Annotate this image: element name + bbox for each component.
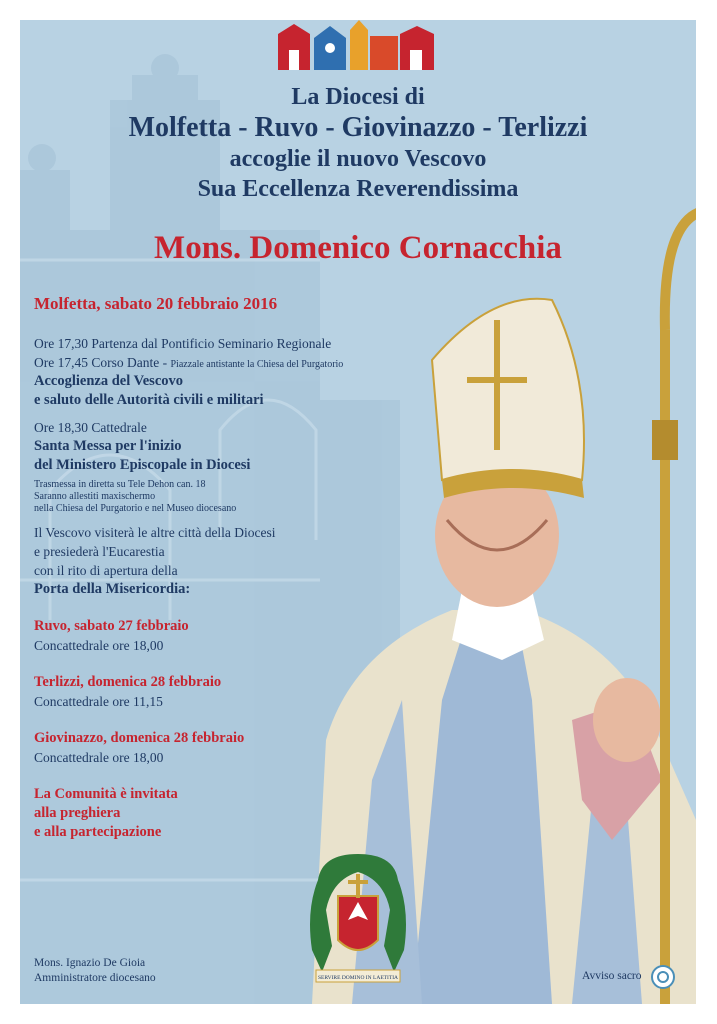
invite-line-3: e alla partecipazione <box>34 824 162 840</box>
avviso-sacro-icon <box>650 964 676 990</box>
coat-motto: SERVIRE DOMINO IN LAETITIA <box>317 975 399 981</box>
header-line-2: Molfetta - Ruvo - Giovinazzo - Terlizzi <box>128 112 588 143</box>
visit-intro-3: con il rito di apertura della <box>34 563 178 578</box>
bishop-name: Mons. Domenico Cornacchia <box>154 230 562 266</box>
visit-intro-1: Il Vescovo visiterà le altre città della Diocesi <box>34 525 276 540</box>
signature <box>34 956 156 986</box>
diocese-logo <box>276 20 436 72</box>
signature-role: Amministratore diocesano <box>34 972 156 984</box>
program-line-5: Ore 18,30 Cattedrale <box>34 420 147 435</box>
visit-place: Giovinazzo, domenica 28 febbraio <box>34 730 245 746</box>
invite-line-2: alla preghiera <box>34 805 121 821</box>
header-line-3: accoglie il nuovo Vescovo <box>229 146 487 172</box>
visit-detail: Concattedrale ore 18,00 <box>34 638 164 653</box>
program-line-1: Ore 17,30 Partenza dal Pontificio Seminario Regionale <box>34 336 332 351</box>
visit-intro-2: e presiederà l'Eucarestia <box>34 544 165 559</box>
visit-detail: Concattedrale ore 11,15 <box>34 694 163 709</box>
visit-intro-4: Porta della Misericordia: <box>34 581 191 597</box>
visit-detail: Concattedrale ore 18,00 <box>34 750 164 765</box>
visit-place: Terlizzi, domenica 28 febbraio <box>34 674 222 690</box>
poster <box>20 20 696 1004</box>
program-line-2-main: Ore 17,45 Corso Dante - <box>34 355 171 370</box>
avviso-sacro-label: Avviso sacro <box>582 970 642 982</box>
broadcast-note-1: Trasmessa in diretta su Tele Dehon can. 18 <box>34 479 206 490</box>
program-text <box>34 294 414 842</box>
invite-line-1: La Comunità è invitata <box>34 786 178 802</box>
program-line-7: del Ministero Episcopale in Diocesi <box>34 457 251 473</box>
signature-name: Mons. Ignazio De Gioia <box>34 957 146 969</box>
program-line-3: Accoglienza del Vescovo <box>34 373 184 389</box>
program-line-2-small: Piazzale antistante la Chiesa del Purgatorio <box>170 359 344 370</box>
event-date: Molfetta, sabato 20 febbraio 2016 <box>34 294 278 313</box>
visit-place: Ruvo, sabato 27 febbraio <box>34 618 189 634</box>
broadcast-note-2: Saranno allestiti maxischermo <box>34 491 156 502</box>
program-line-2 <box>34 353 414 372</box>
coat-of-arms <box>302 850 414 1000</box>
broadcast-note-3: nella Chiesa del Purgatorio e nel Museo diocesano <box>34 503 237 514</box>
program-line-6: Santa Messa per l'inizio <box>34 438 182 454</box>
header-line-4: Sua Eccellenza Reverendissima <box>197 176 519 202</box>
header-line-1: La Diocesi di <box>291 84 425 110</box>
program-line-4: e saluto delle Autorità civili e militari <box>34 392 264 408</box>
